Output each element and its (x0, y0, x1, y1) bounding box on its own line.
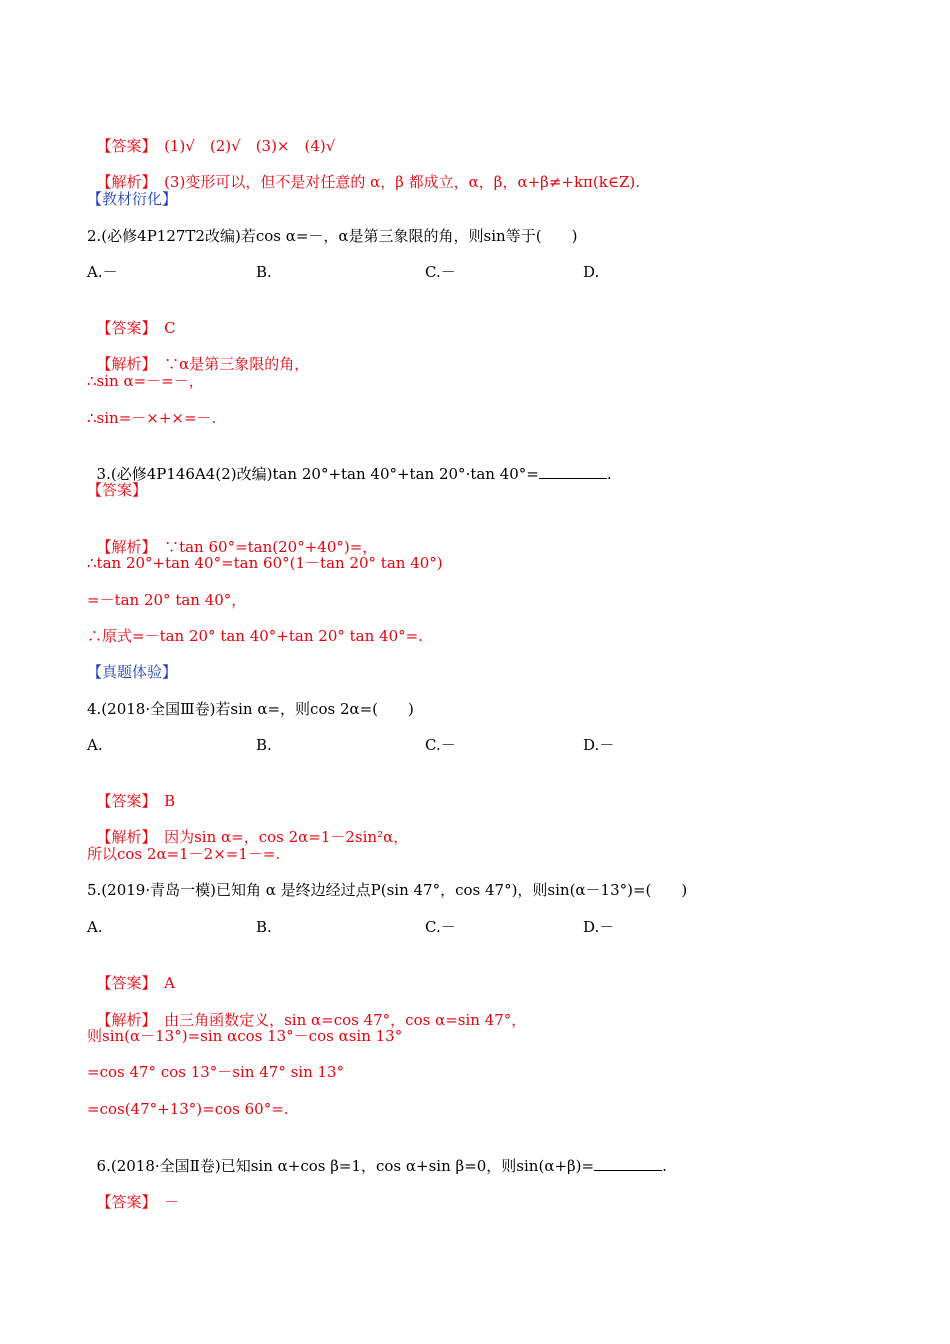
q4-option-c: C.－ (425, 736, 456, 754)
q5-option-c: C.－ (425, 918, 456, 936)
question-text: 6.(2018·全国Ⅱ卷)已知sin α+cos β=1，cos α+sin β=0，则sin(α+β)= (96, 1157, 595, 1175)
analysis-tag: 【解析】 (96, 538, 150, 556)
analysis-line: =cos 47° cos 13°－sin 47° sin 13° (87, 1063, 345, 1081)
analysis-tag: 【解析】 (96, 355, 150, 373)
answer-row-2 (87, 298, 176, 337)
section-heading-real-exam: 【真题体验】 (87, 663, 178, 681)
analysis-tag: 【解析】 (96, 1011, 150, 1029)
answer-blank (594, 1156, 662, 1171)
answer-row-5 (87, 953, 175, 992)
analysis-line: ∴tan 20°+tan 40°=tan 60°(1－tan 20° tan 40°) (87, 554, 443, 572)
section-heading-textbook: 【教材衍化】 (87, 190, 178, 208)
question-3 (87, 444, 612, 483)
q4-option-b: B. (256, 736, 272, 754)
answer-text: (1)√ (2)√ (3)× (4)√ (164, 137, 336, 155)
analysis-line: ∴sin=－×+×=－. (87, 409, 217, 427)
analysis-row-5 (87, 990, 527, 1029)
answer-tag: 【答案】 (96, 792, 150, 810)
question-6 (87, 1136, 667, 1175)
q5-option-b: B. (256, 918, 272, 936)
q4-option-d: D.－ (583, 736, 615, 754)
analysis-tag: 【解析】 (96, 828, 150, 846)
analysis-line: =cos(47°+13°)=cos 60°=. (87, 1100, 289, 1118)
analysis-text: ∵tan 60°=tan(20°+40°)=， (164, 538, 378, 556)
analysis-row-1 (87, 152, 641, 191)
answer-text: A (164, 974, 175, 992)
analysis-line: ∴原式=－tan 20° tan 40°+tan 20° tan 40°=. (87, 627, 423, 645)
analysis-line: ∴sin α=－=－， (87, 372, 204, 390)
question-end: . (606, 465, 612, 483)
analysis-row-2 (87, 334, 310, 373)
analysis-line: 所以cos 2α=1－2×=1－=. (87, 845, 281, 863)
q5-option-d: D.－ (583, 918, 615, 936)
analysis-line: 则sin(α－13°)=sin αcos 13°－cos αsin 13° (87, 1027, 403, 1045)
analysis-text: (3)变形可以，但不是对任意的 α，β 都成立，α，β，α+β≠+kπ(k∈Z). (164, 173, 641, 191)
question-4: 4.(2018·全国Ⅲ卷)若sin α=，则cos 2α=( ) (87, 700, 414, 718)
answer-blank (539, 464, 607, 479)
answer-tag: 【答案】 (96, 974, 150, 992)
question-5: 5.(2019·青岛一模)已知角 α 是终边经过点P(sin 47°，cos 47°)，则sin(α－13°)=( ) (87, 881, 688, 899)
analysis-text: 因为sin α=，cos 2α=1－2sin²α， (164, 828, 409, 846)
question-end: . (662, 1157, 667, 1175)
q4-option-a: A. (87, 736, 103, 754)
analysis-tag: 【解析】 (96, 173, 150, 191)
q2-option-d: D. (583, 263, 600, 281)
answer-row-1 (87, 116, 336, 155)
answer-tag: 【答案】 (96, 319, 150, 337)
analysis-text: 由三角函数定义，sin α=cos 47°，cos α=sin 47°， (164, 1011, 527, 1029)
answer-row-4 (87, 771, 176, 810)
analysis-row-4 (87, 807, 409, 846)
answer-text: C (164, 319, 176, 337)
answer-tag: 【答案】 (96, 1193, 150, 1211)
question-2: 2.(必修4P127T2改编)若cos α=－，α是第三象限的角，则sin等于( ) (87, 227, 578, 245)
answer-row-6 (87, 1172, 180, 1211)
answer-row-3: 【答案】 (87, 481, 148, 499)
analysis-line: =－tan 20° tan 40°， (87, 591, 247, 609)
analysis-row-3 (87, 517, 378, 556)
q2-option-c: C.－ (425, 263, 456, 281)
answer-text: － (164, 1193, 180, 1211)
answer-text: B (164, 792, 176, 810)
question-text: 3.(必修4P146A4(2)改编)tan 20°+tan 40°+tan 20°·tan 40°= (96, 465, 539, 483)
analysis-text: ∵α是第三象限的角， (164, 355, 310, 373)
q2-option-b: B. (256, 263, 272, 281)
q2-option-a: A.－ (87, 263, 118, 281)
q5-option-a: A. (87, 918, 103, 936)
answer-tag: 【答案】 (96, 137, 150, 155)
